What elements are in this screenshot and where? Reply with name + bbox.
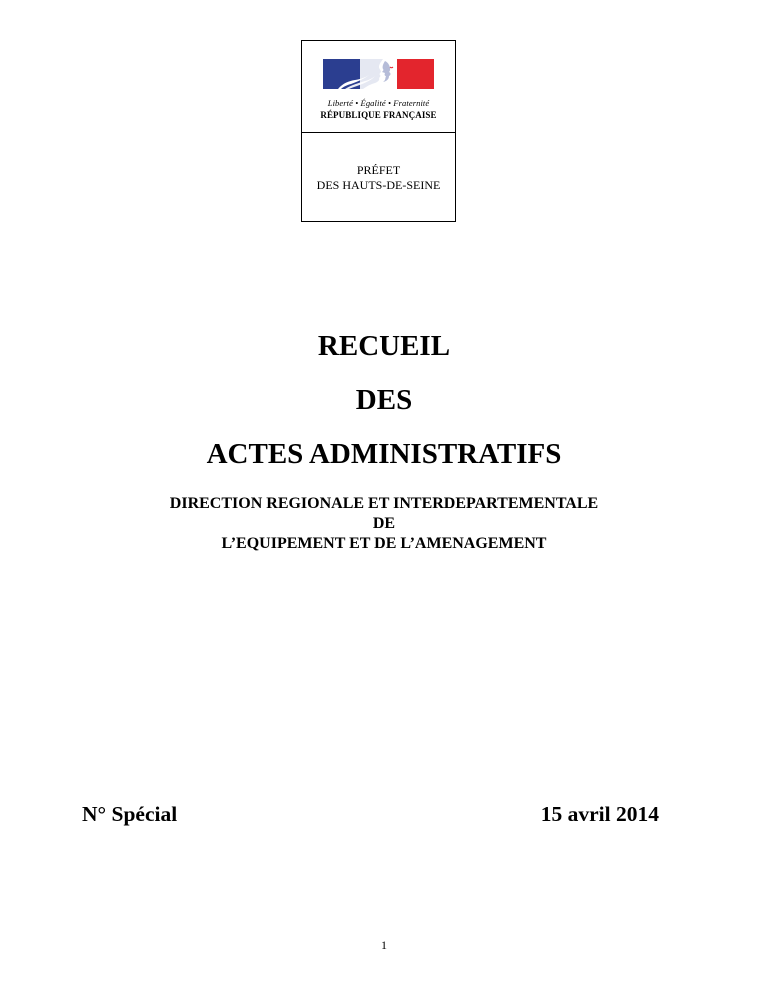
page-number: 1 [381,938,387,952]
prefet-label [302,163,455,193]
title-line-3: ACTES ADMINISTRATIFS [206,438,562,470]
direction-heading [0,494,768,554]
issue-number: N° Spécial [82,802,178,826]
direction-line-3: L’EQUIPEMENT ET DE L’AMENAGEMENT [221,535,547,552]
title-line-2: DES [355,384,413,416]
direction-line-2: DE [372,515,396,532]
title-line-1: RECUEIL [317,330,451,362]
marianne-logo-icon [323,59,434,89]
issue-date: 15 avril 2014 [540,802,659,826]
logo-divider [302,132,455,133]
republic-motto: Liberté • Égalité • Fraternité [327,98,430,108]
prefecture-logo-box [301,40,456,222]
republique-francaise-label: RÉPUBLIQUE FRANÇAISE [320,110,437,120]
direction-line-1: DIRECTION REGIONALE ET INTERDEPARTEMENTALE [169,495,599,512]
prefet-line-2: DES HAUTS-DE-SEINE [316,178,441,192]
prefet-line-1: PRÉFET [356,163,401,177]
